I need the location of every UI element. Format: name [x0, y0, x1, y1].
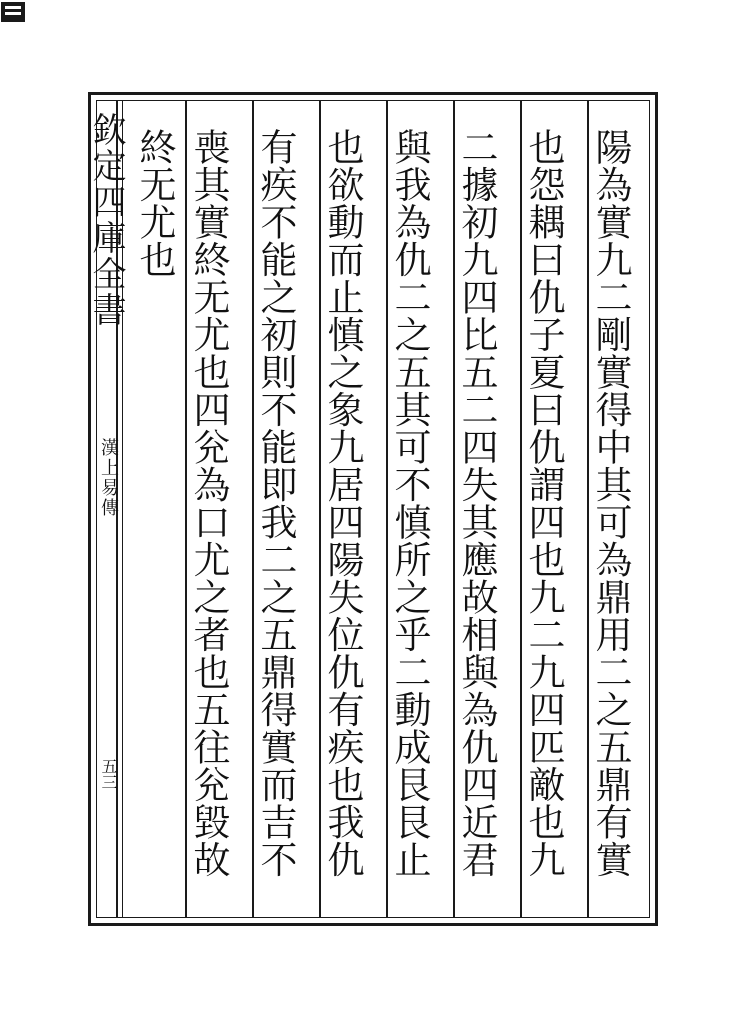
text-column: 有疾不能之初則不能即我二之五鼎得實而吉不 — [254, 128, 297, 878]
text-column: 終无尤也 — [133, 128, 176, 278]
page-number: 五三 — [99, 758, 118, 790]
text-column: 也欲動而止慎之象九居四陽失位仇有疾也我仇 — [321, 128, 364, 878]
page-border-inner — [96, 100, 650, 918]
fish-tail-mark-icon — [0, 0, 26, 26]
collection-title: 欽定四庫全書 — [86, 112, 126, 328]
text-column: 二據初九四比五二四失其應故相與為仇四近君 — [455, 128, 498, 878]
text-column: 陽為實九二剛實得中其可為鼎用二之五鼎有實 — [589, 128, 632, 878]
text-column: 也怨耦曰仇子夏曰仇謂四也九二九四匹敵也九 — [522, 128, 565, 878]
text-column: 與我為仇二之五其可不慎所之乎二動成艮艮止 — [388, 128, 431, 878]
book-title: 漢上易傳 — [98, 438, 119, 518]
text-column: 喪其實終无尤也四兊為口尤之者也五往兊毀故 — [187, 128, 230, 878]
